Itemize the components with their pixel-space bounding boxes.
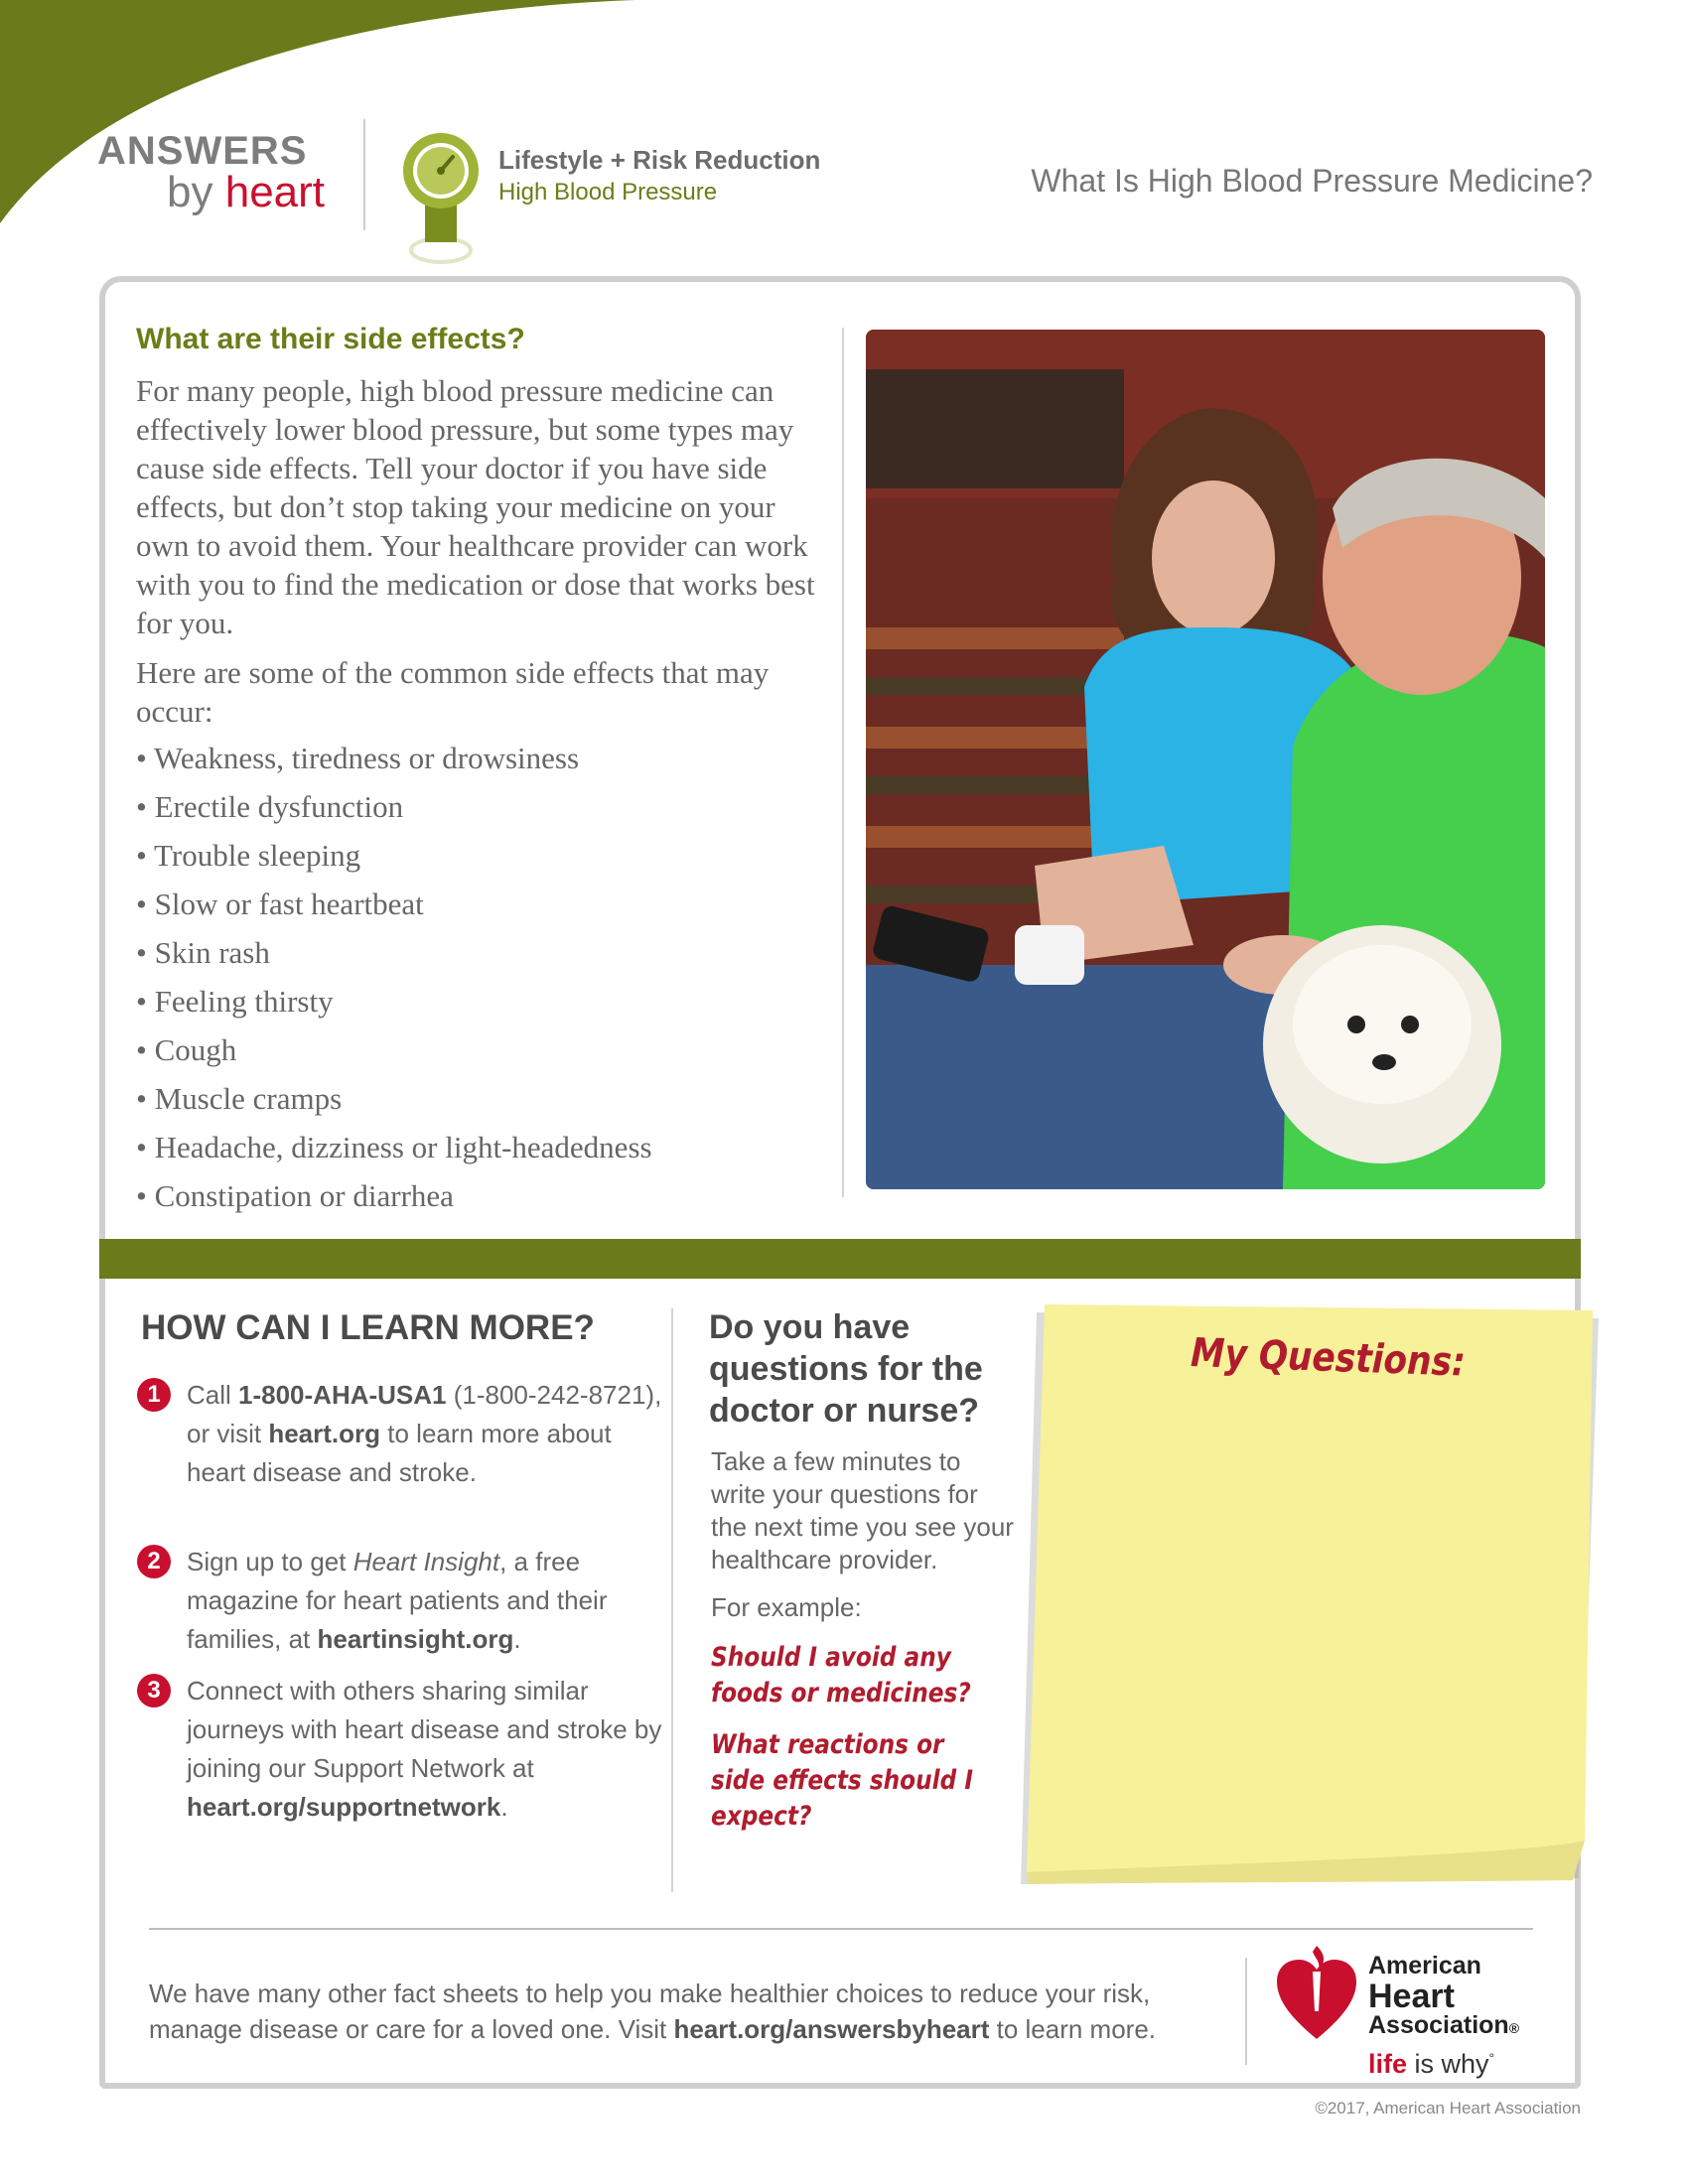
footer-vertical-divider xyxy=(1245,1958,1247,2065)
questions-text: Take a few minutes to write your questions for the next time you see your healthcare provider. xyxy=(711,1446,1014,1574)
sticky-note xyxy=(1017,1298,1603,1890)
logo-heart: heart xyxy=(224,168,326,216)
aha-name-line-1: American xyxy=(1368,1952,1481,1979)
step-2-text: Sign up to get Heart Insight, a free magazine for heart patients and their families, at heartinsight.org. xyxy=(187,1547,608,1654)
column-divider xyxy=(671,1308,673,1892)
logo-by-heart xyxy=(167,168,326,216)
example-label: For example: xyxy=(711,1592,862,1622)
list-item: • Erectile dysfunction xyxy=(136,789,404,824)
my-questions-title: My Questions: xyxy=(1190,1330,1467,1386)
phone-link[interactable]: 1-800-AHA-USA1 xyxy=(238,1380,447,1410)
list-item: • Muscle cramps xyxy=(136,1081,343,1116)
step-number-badge: 2 xyxy=(137,1545,171,1578)
list-item: • Trouble sleeping xyxy=(136,838,361,873)
footer-divider xyxy=(149,1928,1533,1930)
list-item: • Skin rash xyxy=(136,935,270,970)
list-item: • Weakness, tiredness or drowsiness xyxy=(136,741,580,775)
example-question-1: Should I avoid any foods or medicines? xyxy=(711,1642,971,1708)
list-item: • Slow or fast heartbeat xyxy=(136,887,424,921)
section-band xyxy=(99,1239,1581,1279)
document-title: What Is High Blood Pressure Medicine? xyxy=(1031,163,1593,199)
logo-by: by xyxy=(167,168,213,216)
aha-torch-heart-icon xyxy=(1273,1942,1360,2041)
header-divider xyxy=(363,119,365,230)
side-effects-paragraph-2: Here are some of the common side effects that may occur: xyxy=(136,655,770,729)
aha-tagline: life is why° xyxy=(1368,2049,1495,2079)
list-item: • Feeling thirsty xyxy=(136,984,334,1019)
side-effects-list xyxy=(136,739,831,1225)
category-line-2: High Blood Pressure xyxy=(498,179,718,205)
step-1-text: Call 1-800-AHA-USA1 (1-800-242-8721), or visit heart.org to learn more about heart disease and stroke. xyxy=(187,1380,662,1487)
gauge-badge-icon xyxy=(399,127,483,266)
learn-more-heading: HOW CAN I LEARN MORE? xyxy=(141,1308,595,1347)
aha-name-line-2: Heart xyxy=(1368,1978,1455,2015)
footer-text: We have many other fact sheets to help you make healthier choices to reduce your risk, manage disease or care for a loved one. Visit heart.org/answersbyheart to learn more. xyxy=(149,1979,1157,2044)
column-divider xyxy=(842,328,844,1197)
questions-heading: Do you have questions for the doctor or nurse? xyxy=(709,1308,983,1430)
side-effects-paragraph-1: For many people, high blood pressure medicine can effectively lower blood pressure, but some types may cause side effects. Tell your doctor if you have side effects, but don’t stop taking your medicine on your own to avoid them. Your healthcare provider can work with you to find the medication or dose that works best for you. xyxy=(136,373,815,640)
example-question-2: What reactions or side effects should I expect? xyxy=(711,1729,973,1832)
side-effects-heading: What are their side effects? xyxy=(136,323,525,355)
answers-by-heart-link[interactable]: heart.org/answersbyheart xyxy=(673,2014,990,2044)
step-number-badge: 3 xyxy=(137,1674,171,1707)
heart-org-link[interactable]: heart.org xyxy=(268,1419,381,1448)
copyright: ©2017, American Heart Association xyxy=(1315,2099,1581,2117)
logo-answers: ANSWERS xyxy=(97,129,308,173)
heartinsight-link[interactable]: heartinsight.org xyxy=(317,1624,514,1654)
support-network-link[interactable]: heart.org/supportnetwork xyxy=(187,1792,501,1822)
list-item: • Headache, dizziness or light-headedness xyxy=(136,1130,652,1164)
category-line-1: Lifestyle + Risk Reduction xyxy=(498,145,821,175)
list-item: • Constipation or diarrhea xyxy=(136,1178,454,1213)
list-item: • Cough xyxy=(136,1032,237,1067)
step-number-badge: 1 xyxy=(137,1378,171,1412)
couple-with-dog-photo xyxy=(866,330,1545,1189)
step-3-text: Connect with others sharing similar journeys with heart disease and stroke by joining our Support Network at heart.org/supportnetwork. xyxy=(187,1676,662,1822)
aha-name-line-3: Association® xyxy=(1368,2011,1520,2039)
